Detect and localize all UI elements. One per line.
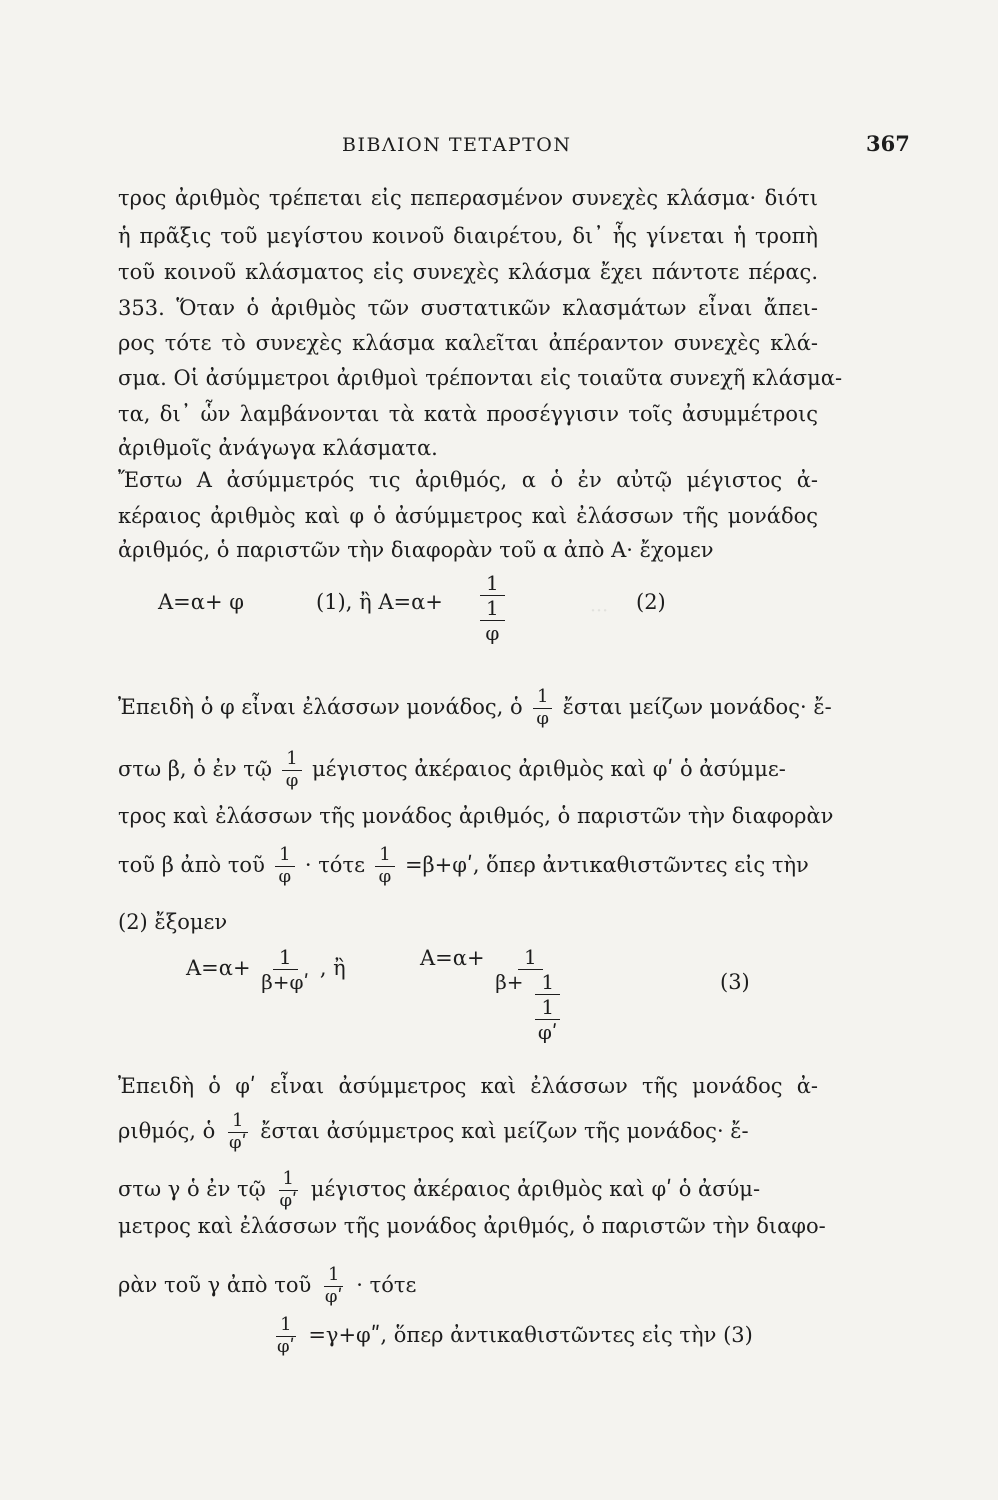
equation-4 [270, 1316, 753, 1357]
text-span: μέγιστος ἀκέραιος ἀριθμὸς καὶ φʹ ὁ ἀσύμμε- [312, 756, 786, 781]
equation-1 [158, 590, 244, 614]
text-line-section-353: 353. Ὅταν ὁ ἀριθμὸς τῶν συστατικῶν κλασμάτων εἶναι ἄπει- [118, 296, 818, 320]
denominator: φ [378, 865, 392, 887]
numerator: 1 [324, 1266, 343, 1287]
running-header: ΒΙΒΛΙΟΝ ΤΕΤΑΡΤΟΝ [342, 134, 572, 156]
text-line [118, 686, 832, 729]
numerator: 1 [480, 597, 505, 621]
text-line: τοῦ κοινοῦ κλάσματος εἰς συνεχὲς κλάσμα ἔχει πάντοτε πέρας. [118, 260, 818, 284]
denominator-integer: β+ [495, 970, 524, 994]
equation-3a [186, 946, 346, 993]
text-line [118, 750, 818, 791]
page-number: 367 [866, 131, 910, 156]
text-span: ἔσται μείζων μονάδος· ἔ- [562, 694, 832, 719]
bleed-through: ··· [590, 600, 609, 622]
numerator: 1 [279, 1170, 298, 1191]
text-span: =β+φʹ, ὅπερ ἀντικαθιστῶντες εἰς τὴν [404, 852, 809, 877]
text-line: Ἔστω Α ἀσύμμετρός τις ἀριθμός, α ὁ ἐν αὐτῷ μέγιστος ἀ- [118, 468, 818, 492]
numerator: 1 [282, 750, 301, 771]
fraction-1-over-phi-prime [321, 1266, 347, 1307]
continued-fraction [491, 946, 569, 1043]
cf-denominator [491, 970, 569, 1043]
fraction-1-over-phi-prime [273, 1316, 299, 1357]
text-span: ρὰν τοῦ γ ἀπὸ τοῦ [118, 1272, 312, 1297]
denominator: φ [485, 621, 500, 645]
text-line: τα, δι᾽ ὧν λαμβάνονται τὰ κατὰ προσέγγισιν τοῖς ἀσυμμέτροις [118, 402, 818, 426]
denominator: φʹ [537, 1020, 558, 1044]
numerator: 1 [276, 1316, 295, 1337]
equation-3b [420, 946, 570, 1043]
text-span: στω β, ὁ ἐν τῷ [118, 756, 273, 781]
equation-2-lhs: (1), ἢ Α=α+ [316, 590, 443, 614]
text-line: τρος καὶ ἐλάσσων τῆς μονάδος ἀριθμός, ὁ παριστῶν τὴν διαφορὰν [118, 804, 834, 828]
fraction-1-over-phi [375, 846, 396, 887]
equation-3b-lhs: Α=α+ [420, 946, 485, 970]
text-line: ἡ πρᾶξις τοῦ μεγίστου κοινοῦ διαιρέτου, δι᾽ ἧς γίνεται ἡ τροπὴ [118, 224, 818, 248]
text-span: · τότε [356, 1272, 417, 1297]
text-line: μετρος καὶ ἐλάσσων τῆς μονάδος ἀριθμός, ὁ παριστῶν τὴν διαφο- [118, 1214, 826, 1238]
text-span: μέγιστος ἀκέραιος ἀριθμὸς καὶ φʹ ὁ ἀσύμ- [310, 1176, 761, 1201]
text-line [118, 1112, 818, 1153]
equation-2-fraction [476, 572, 509, 644]
equation-3a-lhs: Α=α+ [186, 956, 251, 980]
text-line: κέραιος ἀριθμὸς καὶ φ ὁ ἀσύμμετρος καὶ ἐλάσσων τῆς μονάδος [118, 504, 818, 528]
text-line: ρος τότε τὸ συνεχὲς κλάσμα καλεῖται ἀπέραντον συνεχὲς κλά- [118, 331, 818, 355]
denominator: φʹ [279, 1189, 298, 1211]
fraction-1-over-phi-prime [225, 1112, 251, 1153]
text-span: =γ+φʺ, ὅπερ ἀντικαθιστῶντες εἰς τὴν (3) [308, 1322, 753, 1347]
numerator: 1 [375, 846, 394, 867]
text-span: ἔσται ἀσύμμετρος καὶ μείζων τῆς μονάδος· ἔ- [260, 1118, 749, 1143]
numerator: 1 [535, 971, 560, 995]
numerator: 1 [273, 946, 298, 970]
denominator: φ [285, 769, 299, 791]
text-line [118, 1170, 818, 1211]
text-span: στω γ ὁ ἐν τῷ [118, 1176, 266, 1201]
text-line: τρος ἀριθμὸς τρέπεται εἰς πεπερασμένον συνεχὲς κλάσμα· διότι [118, 186, 818, 210]
text-line [118, 846, 818, 887]
text-span: · τότε [304, 852, 365, 877]
text-span: τοῦ β ἀπὸ τοῦ [118, 852, 265, 877]
denominator: φʹ [324, 1285, 343, 1307]
numerator: 1 [535, 996, 560, 1020]
text-line: (2) ἔξομεν [118, 910, 228, 934]
numerator: 1 [533, 688, 552, 709]
text-line [118, 1266, 818, 1307]
denominator: φ [536, 707, 549, 729]
nested-fraction [530, 971, 566, 1043]
equation-2 [316, 590, 443, 614]
equation-label-2: (2) [636, 590, 666, 614]
text-span: Ἐπειδὴ ὁ φ εἶναι ἐλάσσων μονάδος, ὁ [118, 694, 523, 719]
equation-1-lhs: Α=α+ φ [158, 590, 244, 614]
text-line: Ἐπειδὴ ὁ φʹ εἶναι ἀσύμμετρος καὶ ἐλάσσων τῆς μονάδος ἀ- [118, 1074, 818, 1098]
numerator: 1 [518, 946, 543, 970]
separator: , ἢ [319, 956, 346, 980]
denominator: φ [278, 865, 292, 887]
text-line: ἀριθμός, ὁ παριστῶν τὴν διαφορὰν τοῦ α ἀπὸ Α· ἔχομεν [118, 538, 714, 562]
denominator: β+φʹ [261, 970, 310, 994]
numerator: 1 [480, 572, 505, 596]
numerator: 1 [275, 846, 294, 867]
fraction-1-over-phi [275, 846, 296, 887]
text-span: ριθμός, ὁ [118, 1118, 216, 1143]
denominator: φʹ [277, 1335, 295, 1357]
fraction-1-over-phi-prime [275, 1170, 301, 1211]
text-line: ἀριθμοῖς ἀνάγωγα κλάσματα. [118, 436, 438, 460]
numerator: 1 [228, 1112, 247, 1133]
denominator: φʹ [228, 1131, 247, 1153]
fraction-1-over-phi [282, 750, 303, 791]
text-line: σμα. Οἱ ἀσύμμετροι ἀριθμοὶ τρέπονται εἰς τοιαῦτα συνεχῆ κλάσμα- [118, 366, 843, 390]
fraction-1-over-b-plus-phi [257, 946, 313, 993]
fraction-1-over-phi [532, 688, 553, 729]
equation-label-3: (3) [720, 970, 750, 994]
